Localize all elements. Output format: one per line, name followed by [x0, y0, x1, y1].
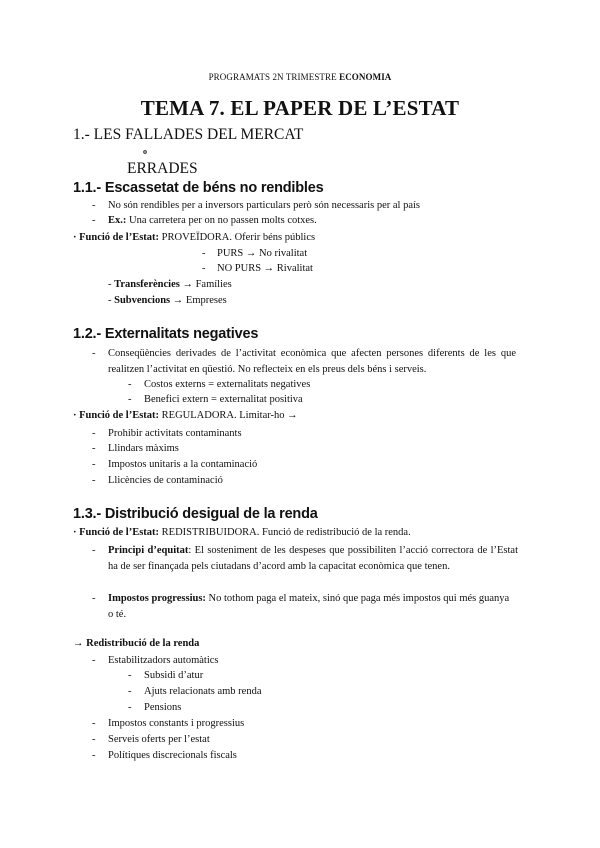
section-1-sub: ERRADES — [127, 160, 198, 177]
bullet-dash: - — [92, 215, 96, 226]
bullet-dash: - — [92, 734, 96, 745]
bullet-dash: - — [202, 248, 206, 259]
function-label: · Funció de l’Estat: — [73, 527, 160, 538]
bullet-dash: - — [92, 443, 96, 454]
s11-nonpure-goods: NO PURS → Rivalitat — [217, 263, 313, 274]
equity-text: : El sosteniment de les despeses que possibiliten l’acció correctora de l’Estat ha de ser finançada pels ciutadans d’acord amb la capacitat econòmica que tenen. — [108, 545, 518, 572]
s12-item: Prohibir activitats contaminants — [108, 428, 242, 439]
bullet-dash: - — [128, 394, 132, 405]
bullet-dash: - — [128, 379, 132, 390]
bullet-dash: - — [92, 475, 96, 486]
subsidies-label: Subvencions — [114, 295, 171, 306]
section-1-1-heading: 1.1.- Escassetat de béns no rendibles — [73, 180, 324, 196]
bullet-dash: - — [92, 655, 96, 666]
section-1-2-heading: 1.2.- Externalitats negatives — [73, 326, 259, 342]
transfers-label: Transferències — [114, 279, 180, 290]
redis-item: Polítiques discrecionals fiscals — [108, 750, 237, 761]
s11-transfers — [108, 279, 232, 290]
bullet-dash: - — [92, 459, 96, 470]
redis-sub-item: Pensions — [144, 702, 182, 713]
s13-progressive-taxes — [108, 591, 516, 622]
s13-function — [73, 527, 411, 538]
equity-label: Principi d’equitat — [108, 545, 189, 556]
function-label: · Funció de l’Estat: — [73, 410, 160, 421]
dash-prefix: - — [108, 279, 115, 290]
s11-bullet-1: No són rendibles per a inversors particulars però són necessaris per al país — [108, 200, 420, 211]
bullet-dash: - — [128, 686, 132, 697]
function-text: REDISTRIBUIDORA. Funció de redistribució de la renda. — [159, 527, 411, 538]
redis-item: Estabilitzadors automàtics — [108, 655, 219, 666]
s11-subsidies — [108, 295, 227, 306]
bullet-dash: - — [128, 702, 132, 713]
progressive-label: Impostos progressius: — [108, 593, 206, 604]
section-1-mark: o — [143, 147, 147, 156]
bullet-dash: - — [92, 593, 96, 604]
function-label: · Funció de l’Estat: — [73, 232, 160, 243]
progressive-text: No tothom paga el mateix, sinó que paga més impostos qui més guanya o té. — [108, 593, 510, 620]
bullet-dash: - — [92, 750, 96, 761]
section-1-3-heading: 1.3.- Distribució desigual de la renda — [73, 506, 318, 522]
bullet-dash: - — [92, 545, 96, 556]
redistribution-heading-text: → Redistribució de la renda — [73, 638, 200, 649]
dash-prefix: - — [108, 295, 115, 306]
page-header — [0, 72, 600, 82]
redis-sub-item: Subsidi d’atur — [144, 670, 204, 681]
function-text: PROVEÏDORA. Oferir béns públics — [159, 232, 316, 243]
redis-item: Serveis oferts per l’estat — [108, 734, 210, 745]
bullet-dash: - — [128, 670, 132, 681]
bullet-dash: - — [92, 200, 96, 211]
example-label: Ex.: — [108, 215, 127, 226]
header-prefix: PROGRAMATS 2N TRIMESTRE — [208, 72, 337, 82]
bullet-dash: - — [92, 348, 96, 359]
function-text: REGULADORA. Limitar-ho → — [159, 410, 298, 421]
s11-pure-goods: PURS → No rivalitat — [217, 248, 308, 259]
s12-function — [73, 410, 298, 421]
s13-equity-principle — [108, 543, 518, 574]
redis-sub-item: Ajuts relacionats amb renda — [144, 686, 262, 697]
example-text: Una carretera per on no passen molts cotxes. — [126, 215, 317, 226]
subsidies-text: → Empreses — [170, 295, 227, 306]
s12-item: Llicències de contaminació — [108, 475, 223, 486]
redis-item: Impostos constants i progressius — [108, 718, 245, 729]
bullet-dash: - — [202, 263, 206, 274]
transfers-text: → Famílies — [179, 279, 232, 290]
bullet-dash: - — [92, 718, 96, 729]
s12-item: Llindars màxims — [108, 443, 179, 454]
header-subject: ECONOMIA — [339, 72, 392, 82]
bullet-dash: - — [92, 428, 96, 439]
s12-sub-2: Benefici extern = externalitat positiva — [144, 394, 303, 405]
page-title: TEMA 7. EL PAPER DE L’ESTAT — [140, 96, 460, 120]
redistribution-heading — [73, 638, 199, 649]
s11-example — [108, 215, 317, 226]
s12-item: Impostos unitaris a la contaminació — [108, 459, 258, 470]
s12-sub-1: Costos externs = externalitats negatives — [144, 379, 311, 390]
s11-function — [73, 232, 315, 243]
s12-paragraph: Conseqüències derivades de l’activitat econòmica que afecten persones diferents de les que realitzen l’activitat en qüestió. No reflecteix en els preus dels béns i serveis. — [108, 348, 516, 375]
section-1-heading: 1.- LES FALLADES DEL MERCAT — [73, 126, 304, 143]
